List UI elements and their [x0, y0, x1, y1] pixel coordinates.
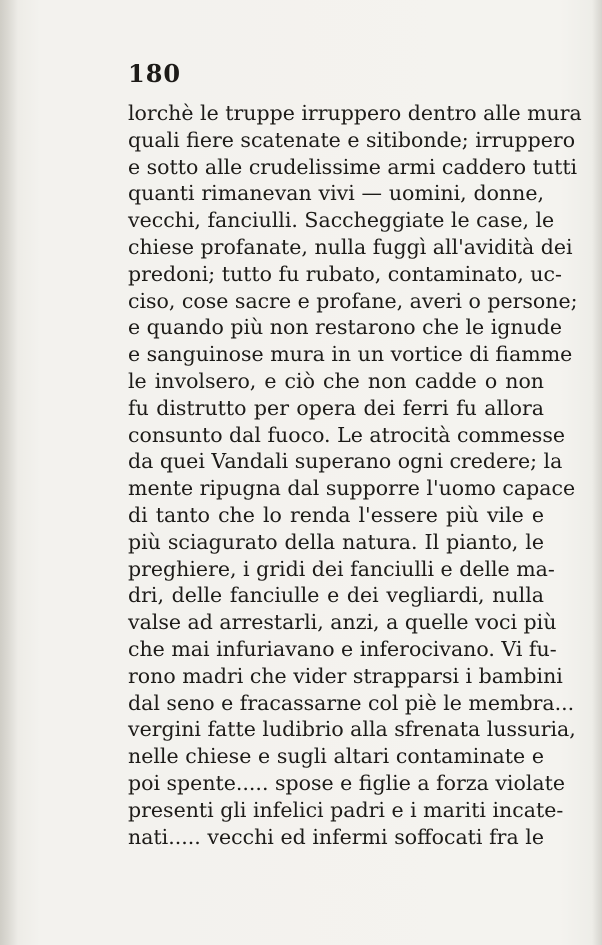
- text-line: nelle chiese e sugli altari contaminate e: [128, 744, 544, 769]
- text-line: chiese profanate, nulla fuggì all'avidità dei: [128, 234, 573, 259]
- text-line: consunto dal fuoco. Le atrocità commesse: [128, 422, 565, 447]
- text-line: quanti rimanevan vivi — uomini, donne,: [128, 181, 544, 206]
- text-line: rono madri che vider strapparsi i bambini: [128, 663, 563, 688]
- text-line: predoni; tutto fu rubato, contaminato, uc-: [128, 261, 562, 286]
- text-line: le involsero, e ciò che non cadde o non: [128, 368, 544, 393]
- text-line: nati..... vecchi ed infermi soffocati fra le: [128, 824, 544, 849]
- text-line: lorchè le truppe irruppero dentro alle mura: [128, 101, 582, 125]
- text-line: presenti gli infelici padri e i mariti incate-: [128, 797, 564, 822]
- text-line: mente ripugna dal supporre l'uomo capace: [128, 476, 576, 501]
- text-line: e sotto alle crudelissime armi caddero tutti: [128, 154, 578, 179]
- text-line: dri, delle fanciulle e dei vegliardi, nulla: [128, 583, 544, 608]
- text-line: vergini fatte ludibrio alla sfrenata lussuria,: [128, 717, 576, 742]
- text-line: valse ad arrestarli, anzi, a quelle voci più: [128, 610, 557, 635]
- text-line: più sciagurato della natura. Il pianto, le: [128, 529, 544, 554]
- text-line: dal seno e fracassarne col piè le membra...: [128, 690, 575, 715]
- page-gutter-shadow: [0, 0, 18, 945]
- text-line: fu distrutto per opera dei ferri fu allora: [128, 395, 544, 420]
- page-edge-shadow: [592, 0, 602, 945]
- text-line: preghiere, i gridi dei fanciulli e delle ma-: [128, 556, 555, 581]
- text-line: quali fiere scatenate e sitibonde; irruppero: [128, 127, 576, 152]
- text-line: da quei Vandali superano ogni credere; la: [128, 449, 563, 474]
- page-number: 180: [128, 59, 182, 88]
- text-line: e quando più non restarono che le ignude: [128, 315, 563, 340]
- text-line: e sanguinose mura in un vortice di fiamme: [128, 342, 573, 367]
- text-line: di tanto che lo renda l'essere più vile e: [128, 502, 544, 527]
- text-line: ciso, cose sacre e profane, averi o persone;: [128, 288, 578, 313]
- text-line: vecchi, fanciulli. Saccheggiate le case, le: [128, 208, 555, 233]
- text-line: poi spente..... spose e figlie a forza violate: [128, 770, 565, 795]
- body-text: [128, 100, 582, 850]
- text-line: che mai infuriavano e inferocivano. Vi fu-: [128, 636, 557, 661]
